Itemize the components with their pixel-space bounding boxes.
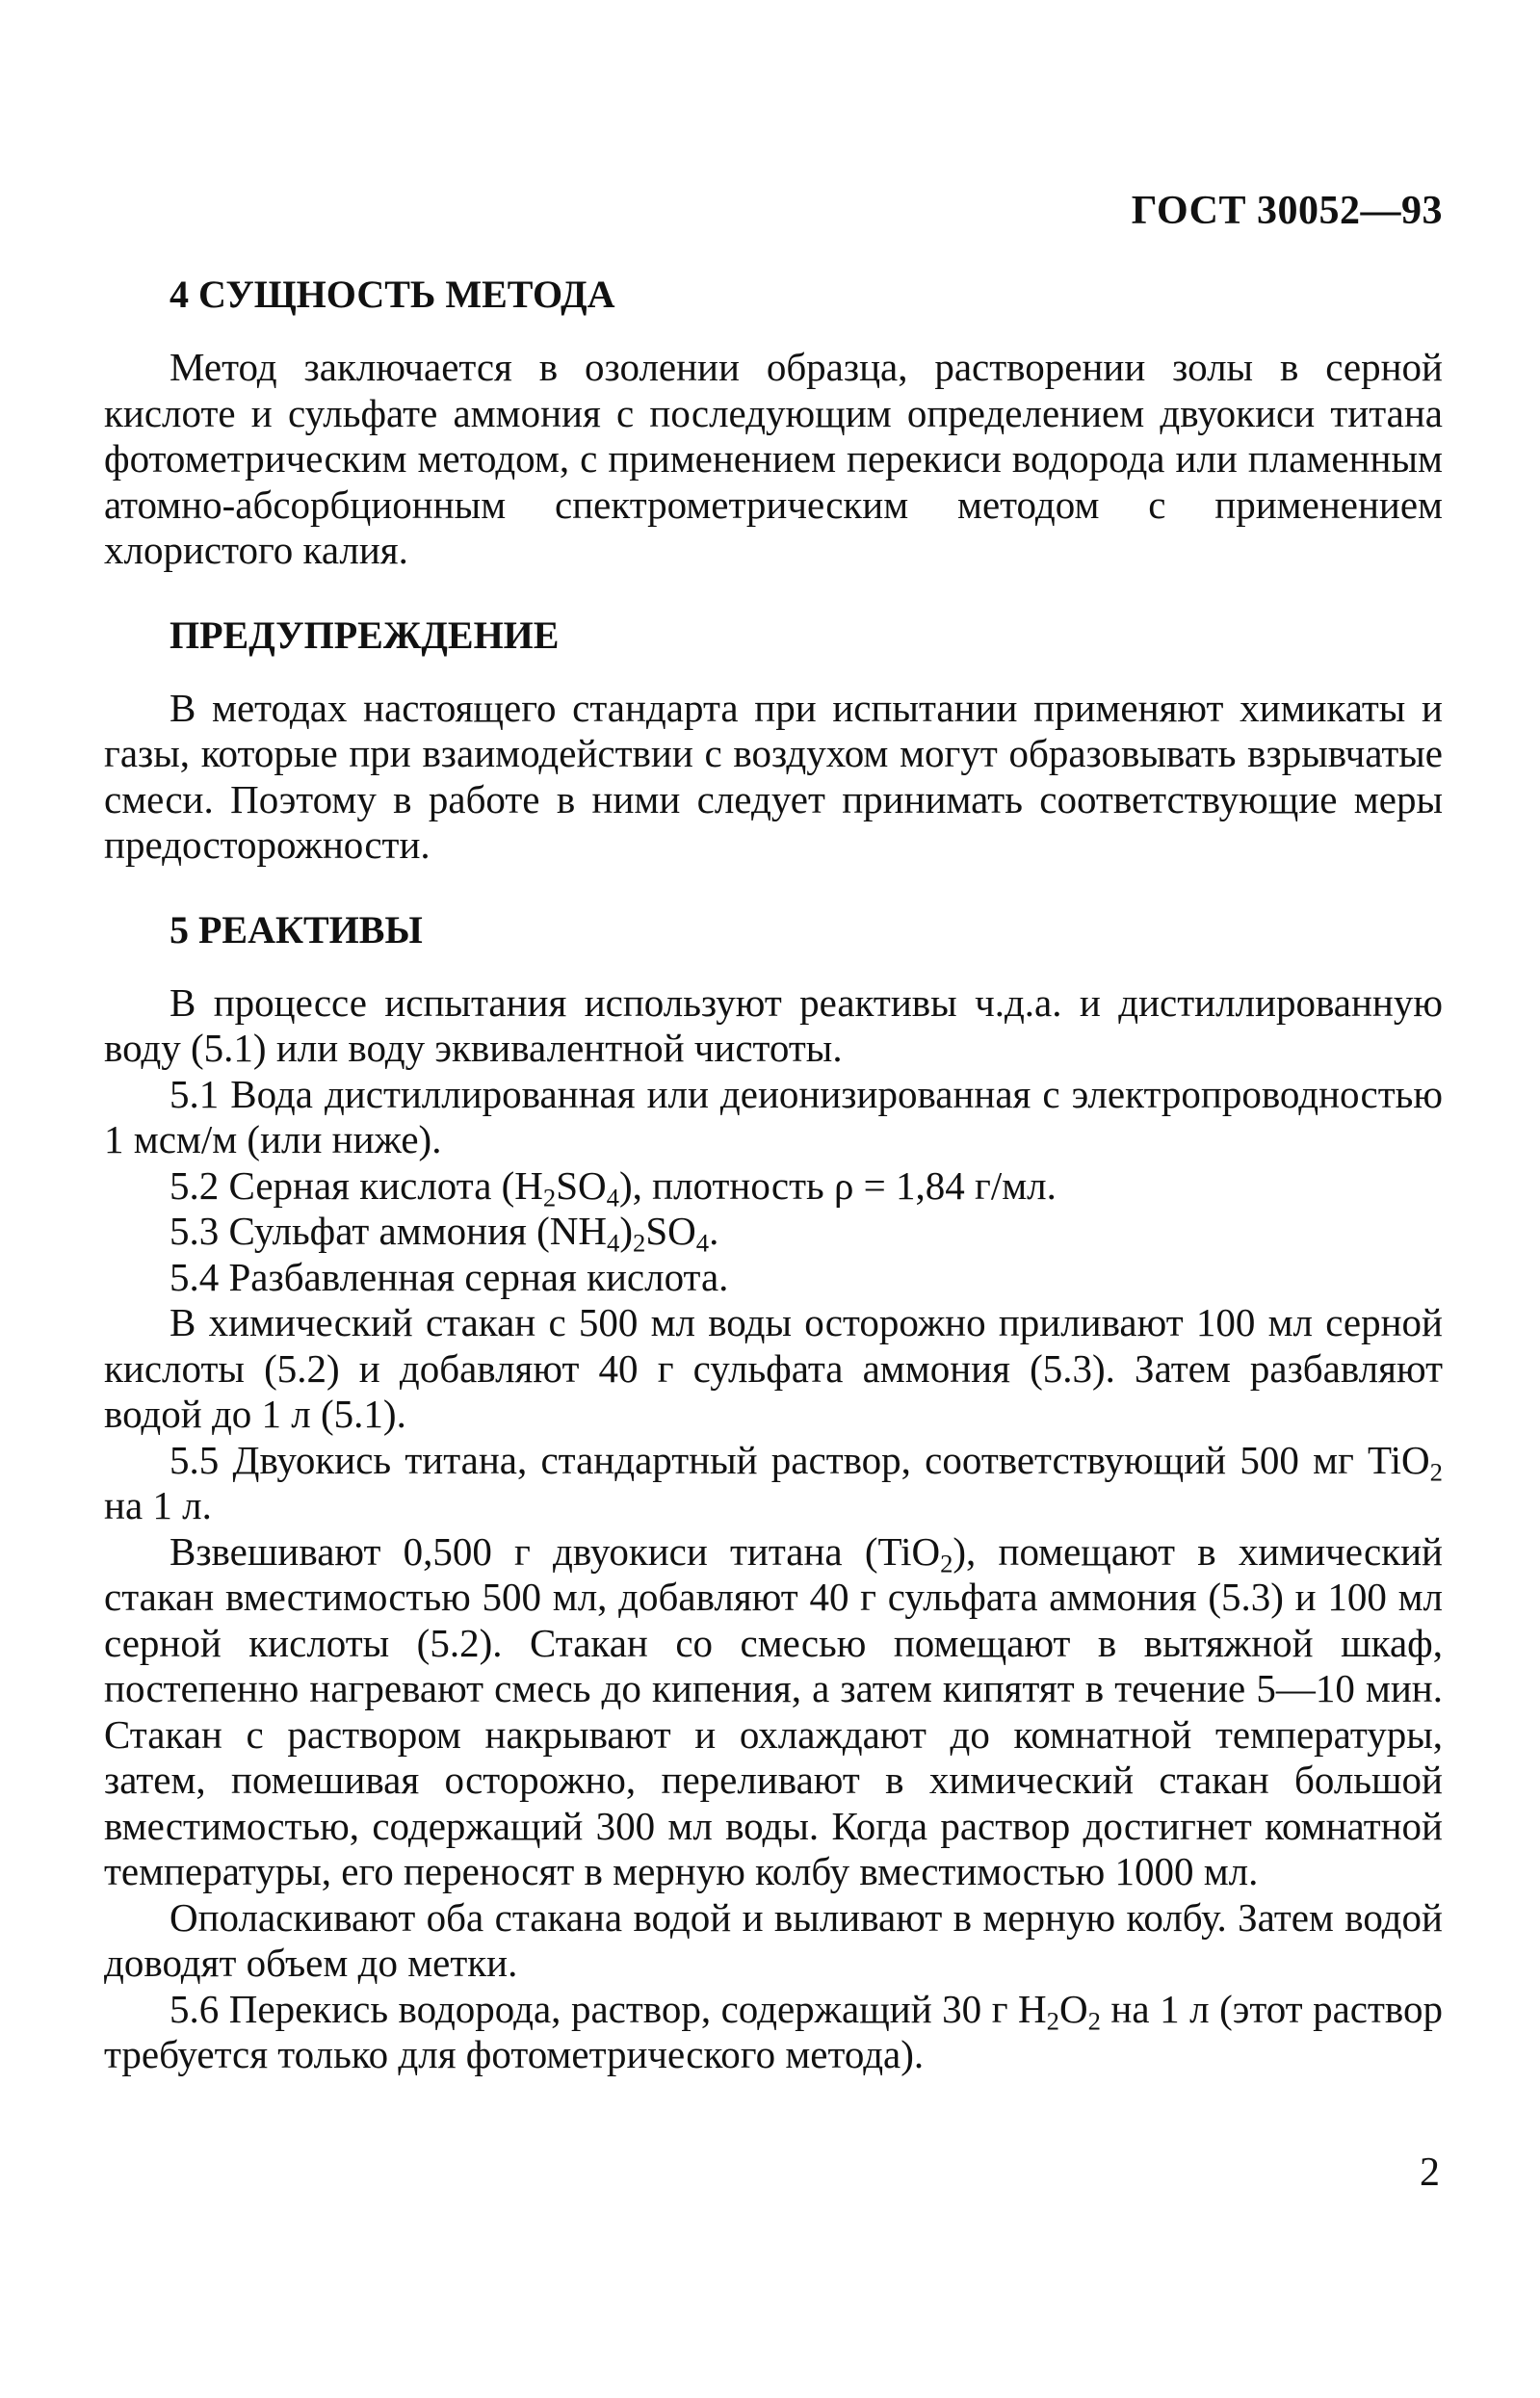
item-5-4: 5.4 Разбавленная серная кислота. xyxy=(170,1254,729,1299)
item-5-6: 5.6 Перекись водорода, раствор, содержащий 30 г $H_2O_2$ на 1 л (этот раствор требуется только для фотометрического метода). xyxy=(104,1986,1443,2076)
section-5-intro: В процессе испытания используют реактивы ч.д.а. и дистиллированную воду (5.1) или воду эквивалентной чистоты. xyxy=(104,979,1443,1070)
page-content xyxy=(104,272,1443,2117)
document-standard-number: ГОСТ 30052—93 xyxy=(1131,189,1443,233)
item-5-5-rinse: Ополаскивают оба стакана водой и выливают в мерную колбу. Затем водой доводят объем до метки. xyxy=(104,1894,1443,1985)
item-5-3: 5.3 Сульфат аммония $(NH_4)_2SO_4$. xyxy=(170,1209,719,1258)
item-5-5-procedure: Взвешивают 0,500 г двуокиси титана (TiO$_2$), помещают в химический стакан вместимостью 500 мл, добавляют 40 г сульфата аммония (5.3) и 100 мл серной кислоты (5.2). Стакан со смесью помещают в вытяжной шкаф, постепенно нагревают смесь до кипения, а затем кипятят в течение 5—10 мин. Стакан с раствором накрывают и охлаждают до комнатной температуры, затем, помешивая осторожно, переливают в химический стакан большой вместимостью, содержащий 300 мл воды. Когда раствор достигнет комнатной температуры, его переносят в мерную колбу вместимостью 1000 мл. xyxy=(104,1528,1443,1893)
section-4-heading: 4 СУЩНОСТЬ МЕТОДА xyxy=(170,273,615,316)
section-4-paragraph: Метод заключается в озолении образца, растворении золы в серной кислоте и сульфате аммония с последующим определением двуокиси титана фотометрическим методом, с применением перекиси водорода или пламенным атомно-абсорбционным спектрометрическим методом с применением хлористого калия. xyxy=(104,345,1443,572)
item-5-1: 5.1 Вода дистиллированная или деионизированная с электропроводностью 1 мсм/м (или ниже). xyxy=(104,1071,1443,1161)
page-number: 2 xyxy=(1420,2150,1440,2195)
warning-paragraph: В методах настоящего стандарта при испытании применяют химикаты и газы, которые при взаимодействии с воздухом могут образовывать взрывчатые смеси. Поэтому в работе в ними следует принимать соответствующие меры предосторожности. xyxy=(104,685,1443,867)
section-5-heading: 5 РЕАКТИВЫ xyxy=(170,907,423,951)
section-4 xyxy=(104,272,1443,574)
item-5-5: 5.5 Двуокись титана, стандартный раствор, соответствующий 500 мг TiO$_2$ на 1 л. xyxy=(104,1437,1443,1527)
item-5-4-text: В химический стакан с 500 мл воды осторожно приливают 100 мл серной кислоты (5.2) и добавляют 40 г сульфата аммония (5.3). Затем разбавляют водой до 1 л (5.1). xyxy=(104,1300,1443,1436)
warning-heading: ПРЕДУПРЕЖДЕНИЕ xyxy=(170,613,560,657)
section-5 xyxy=(104,907,1443,2078)
warning-section xyxy=(104,613,1443,869)
item-5-2: 5.2 Серная кислота $(H_2SO_4)$, плотность ρ = 1,84 г/мл. xyxy=(170,1162,1057,1212)
